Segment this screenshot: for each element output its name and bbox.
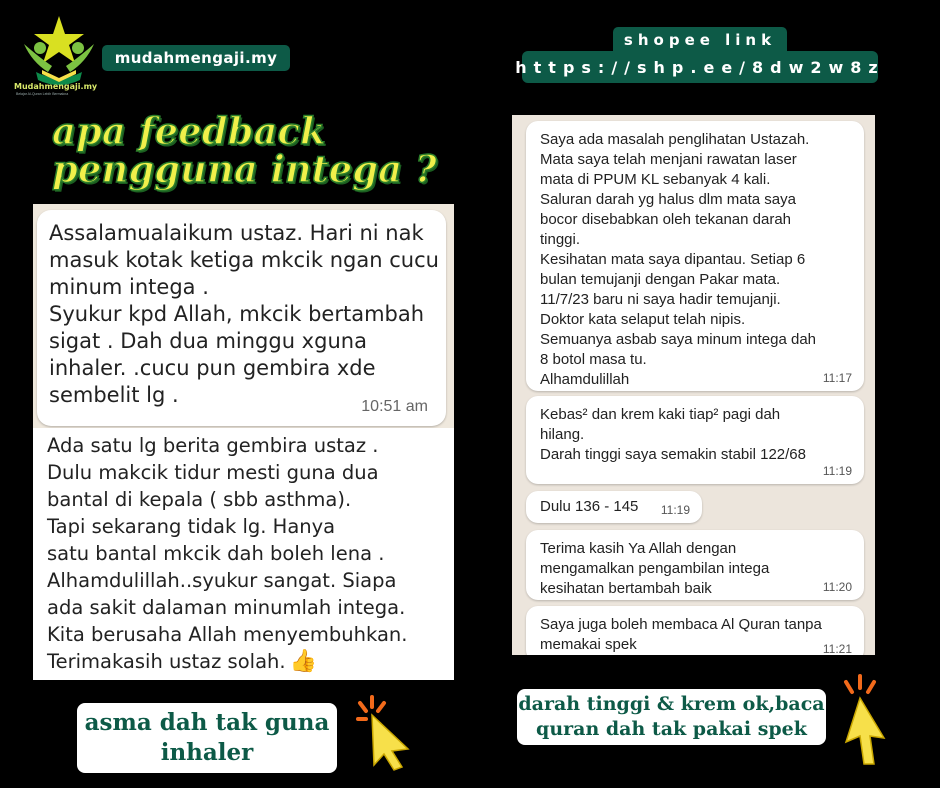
chat-bubble [526, 396, 864, 484]
chat-message-text: Assalamualaikum ustaz. Hari ni nak masuk kotak ketiga mkcik ngan cucu minum intega . Syukur kpd Allah, mkcik bertambah sigat . Dah dua minggu xguna inhaler. .cucu pun gembira xde sembelit lg . [49, 221, 439, 407]
left-chat-screenshot [33, 204, 454, 680]
shopee-label: shopee link [613, 27, 787, 53]
chat-bubble [526, 121, 864, 391]
headline-line-1: apa feedback [52, 109, 326, 153]
chat-timestamp: 11:21 [822, 642, 852, 655]
chat-message-text: Dulu 136 - 145 [540, 498, 639, 515]
right-chat-screenshot [512, 115, 875, 655]
chat-message-text [47, 432, 447, 675]
chat-message-body: Ada satu lg berita gembira ustaz . Dulu makcik tidur mesti guna dua bantal di kepala ( sbb asthma). Tapi sekarang tidak lg. Hanya satu bantal mkcik dah boleh lena . Alhamdulillah..syukur sangat. Siapa ada sakit dalaman minumlah intega. Kita berusaha Allah menyembuhkan. Terimakasih ustaz solah. [47, 434, 408, 673]
logo-tagline: Belajar Al-Quran Lebih Bermakna [16, 92, 69, 96]
chat-timestamp: 10:51 am [361, 398, 428, 415]
chat-message-text: Kebas² dan krem kaki tiap² pagi dah hilang. Darah tinggi saya semakin stabil 122/68 [540, 406, 806, 463]
chat-bubble [37, 210, 446, 426]
chat-message-text: Saya juga boleh membaca Al Quran tanpa memakai spek [540, 616, 822, 653]
site-label[interactable]: mudahmengaji.my [102, 45, 290, 71]
chat-bubble [33, 428, 454, 680]
headline [52, 109, 472, 191]
chat-bubble [526, 491, 702, 523]
right-caption: darah tinggi & krem ok,baca quran dah tak pakai spek [517, 689, 826, 745]
left-caption: asma dah tak guna inhaler [77, 703, 337, 773]
shopee-url[interactable]: https://shp.ee/8dw2w8z [522, 51, 878, 83]
chat-bubble [526, 606, 864, 655]
chat-timestamp: 11:19 [660, 503, 690, 517]
chat-timestamp: 11:17 [822, 371, 852, 385]
chat-message-text: Terima kasih Ya Allah dengan mengamalkan pengambilan intega kesihatan bertambah baik [540, 540, 770, 597]
click-cursor-icon [832, 672, 894, 768]
headline-line-2: pengguna intega ? [52, 147, 437, 191]
logo-name: Mudahmengaji.my [14, 82, 98, 91]
click-cursor-icon [356, 693, 416, 771]
thumbs-up-icon: 👍 [289, 649, 317, 674]
chat-timestamp: 11:19 [822, 464, 852, 478]
chat-bubble [526, 530, 864, 600]
chat-timestamp: 11:20 [822, 580, 852, 594]
chat-message-text: Saya ada masalah penglihatan Ustazah. Mata saya telah menjani rawatan laser mata di PPUM KL sebanyak 4 kali. Saluran darah yg halus dlm mata saya bocor disebabkan oleh tekanan darah tinggi. Kesihatan mata saya dipantau. Setiap 6 bulan temujanji dengan Pakar mata. 11/7/23 baru ni saya hadir temujanji. Doktor kata selaput telah nipis. Semuanya asbab saya minum intega dah 8 botol masa tu. Alhamdulillah [540, 131, 817, 388]
